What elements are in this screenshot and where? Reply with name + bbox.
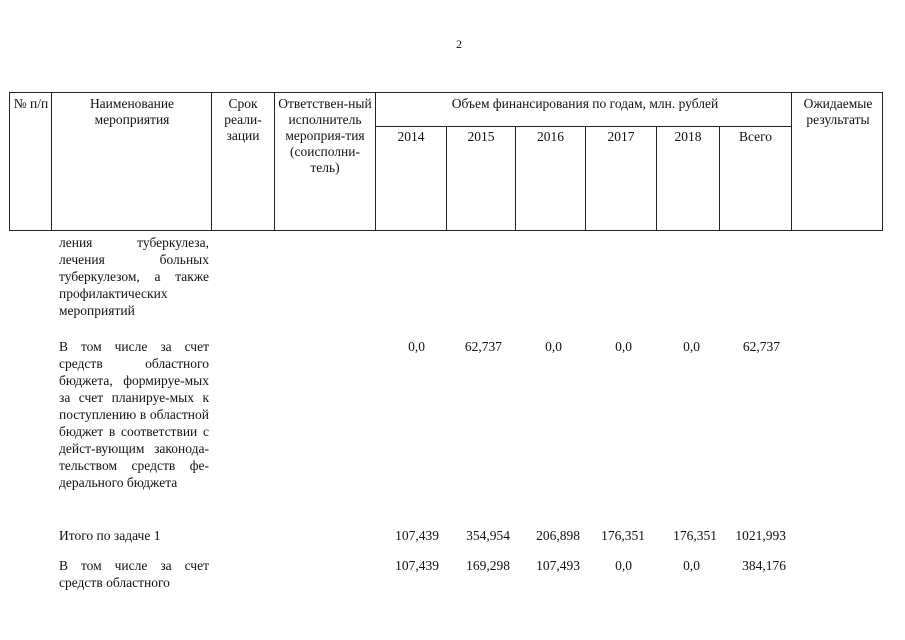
header-year-2017: 2017: [607, 129, 635, 144]
col-divider: [274, 93, 275, 230]
header-year-2014: 2014: [397, 129, 425, 144]
value-2016: 0,0: [545, 339, 562, 354]
header-funding: Объем финансирования по годам, млн. рублей: [451, 96, 719, 111]
header-total: Всего: [738, 129, 773, 144]
funding-divider: [375, 126, 791, 127]
value-total: 62,737: [742, 339, 780, 354]
value-2018: 0,0: [683, 558, 700, 573]
header-year-2015: 2015: [467, 129, 495, 144]
value-2017: 176,351: [601, 528, 645, 543]
value-2015: 169,298: [466, 558, 510, 573]
value-2015: 62,737: [464, 339, 502, 354]
value-2015: 354,954: [466, 528, 510, 543]
value-2016: 107,493: [536, 558, 580, 573]
value-2014: 107,439: [395, 558, 439, 573]
row-description: В том числе за счет средств областного бюджета, формируе-мых за счет планируе-мых к поступлению в областной бюджет в соответствии с дейст-вующим законода-тельством средств фе-дерального бюджета: [59, 339, 209, 490]
value-2014: 0,0: [408, 339, 425, 354]
header-results: Ожидаемые результаты: [803, 96, 873, 127]
value-total: 1021,993: [735, 528, 786, 543]
row-description: Итого по задаче 1: [59, 528, 161, 543]
value-2018: 176,351: [673, 528, 717, 543]
col-divider: [791, 93, 792, 230]
value-2016: 206,898: [536, 528, 580, 543]
page-number: 2: [456, 37, 462, 51]
header-year-2018: 2018: [674, 129, 702, 144]
table-header: [9, 92, 883, 231]
col-divider: [51, 93, 52, 230]
value-2018: 0,0: [683, 339, 700, 354]
value-2017: 0,0: [615, 339, 632, 354]
header-term: Срок реали-зации: [224, 96, 262, 143]
row-description: В том числе за счет средств областного: [59, 558, 209, 590]
header-no: № п/п: [13, 96, 49, 111]
header-responsible: Ответствен-ный исполнитель мероприя-тия (соисполни-тель): [278, 96, 372, 175]
value-2017: 0,0: [615, 558, 632, 573]
col-divider: [375, 93, 376, 230]
header-year-2016: 2016: [537, 129, 564, 144]
value-2014: 107,439: [395, 528, 439, 543]
value-total: 384,176: [742, 558, 786, 573]
row-description: ления туберкулеза, лечения больных туберкулезом, а также профилактических мероприятий: [59, 235, 209, 318]
col-divider: [211, 93, 212, 230]
header-name: Наименование мероприятия: [89, 96, 175, 127]
